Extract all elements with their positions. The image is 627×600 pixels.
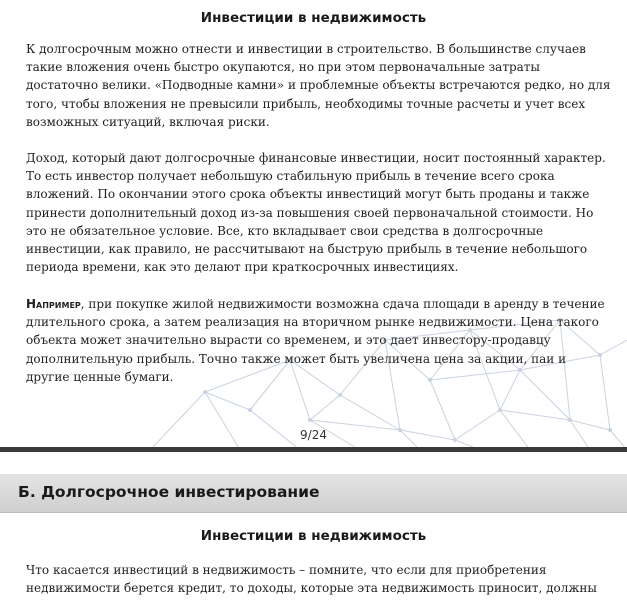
example-text: , при покупке жилой недвижимости возможна сдача площади в аренду в течение длительного срока, а затем реализация на вторичном рынке недвижимости. Цена такого объекта может значительно вырасти со временем, и это дает инвестору-продавцу дополнительную прибыль. Точно также может быть увеличена цена за акции, паи и другие ценные бумаги.: [26, 297, 605, 384]
page-number: 9/24: [300, 428, 327, 442]
example-lead: Например: [26, 297, 81, 311]
page-separator: [0, 452, 627, 474]
section-title: Б. Долгосрочное инвестирование: [18, 483, 320, 501]
page-title: Инвестиции в недвижимость: [200, 528, 427, 544]
page-title: Инвестиции в недвижимость: [200, 10, 427, 26]
paragraph-real-estate-credit: Что касается инвестиций в недвижимость – помните, что если для приобретения недвижимости берется кредит, то доходы, которые эта недвижимость приносит, должны: [26, 563, 597, 596]
page-10: [0, 474, 627, 600]
paragraph-example: [26, 295, 611, 386]
paragraph-long-term-income: Доход, который дают долгосрочные финансовые инвестиции, носит постоянный характер. То есть инвестор получает небольшую стабильную прибыль в течение всего срока вложений. По окончании этого срока объекты инвестиций могут быть проданы и также принести дополнительный доход из-за повышения своей первоначальной стоимости. Но это не обязательное условие. Все, кто вкладывает свои средства в долгосрочные инвестиции, как правило, не рассчитывают на быструю прибыль в течение небольшого периода времени, как это делают при краткосрочных инвестициях.: [26, 151, 606, 275]
section-banner: [0, 474, 627, 513]
paragraph-construction: К долгосрочным можно отнести и инвестиции в строительство. В большинстве случаев такие вложения очень быстро окупаются, но при этом первоначальные затраты достаточно велики. «Подводные камни» и проблемные объекты встречаются редко, но для того, чтобы вложения не превысили прибыль, необходимы точные расчеты и учет всех возможных ситуаций, включая риски.: [26, 42, 611, 129]
